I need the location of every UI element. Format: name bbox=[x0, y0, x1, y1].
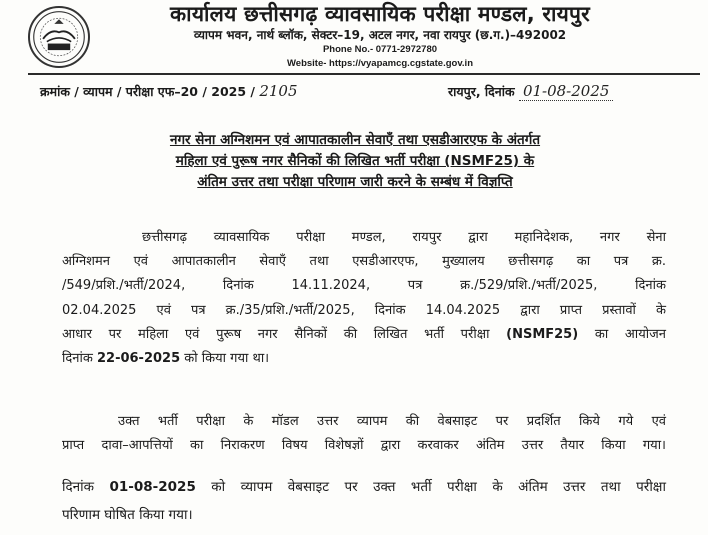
p1-line-3: /549/प्रशि./भर्ती/2024, दिनांक 14.11.2024, पत्र क्र./529/प्रशि./भर्ती/2025, दिनांक bbox=[62, 278, 666, 294]
reference-date bbox=[448, 82, 613, 100]
p3-line-2: परिणाम घोषित किया गया। bbox=[62, 507, 193, 523]
office-title: कार्यालय छत्तीसगढ़ व्यावसायिक परीक्षा मण्डल, रायपुर bbox=[170, 2, 590, 26]
p1-line-1: छत्तीसगढ़ व्यावसायिक परीक्षा मण्डल, रायपुर द्वारा महानिदेशक, नगर सेना bbox=[142, 230, 666, 245]
p1-line-6: दिनांक 22-06-2025 को किया गया था। bbox=[62, 351, 270, 367]
subject-line-1: नगर सेना अग्निशमन एवं आपातकालीन सेवाएँ तथा एसडीआरएफ के अंतर्गत bbox=[169, 132, 541, 148]
reference-line bbox=[40, 82, 678, 104]
office-phone: Phone No.- 0771-2972780 bbox=[322, 44, 438, 55]
p1-line-4: 02.04.2025 एवं पत्र क्र./35/प्रशि./भर्ती/2025, दिनांक 14.04.2025 द्वारा प्राप्त प्रस्तावों के bbox=[62, 302, 666, 318]
paragraph-1 bbox=[62, 226, 666, 371]
subject-line-2: महिला एवं पुरूष नगर सैनिकों की लिखित भर्ती परीक्षा (NSMF25) के bbox=[175, 153, 535, 169]
notice-subject bbox=[70, 130, 640, 193]
p3-line-1: दिनांक 01-08-2025 को व्यापम वेबसाइट पर उक्त भर्ती परीक्षा के अंतिम उत्तर तथा परीक्षा bbox=[62, 479, 666, 495]
paragraph-2 bbox=[62, 410, 666, 458]
p2-line-1: उक्त भर्ती परीक्षा के मॉडल उत्तर व्यापम की वेबसाइट पर प्रदर्शित किये गये एवं bbox=[118, 414, 666, 429]
reference-number-handwritten: 2105 bbox=[259, 82, 298, 100]
office-address: व्यापम भवन, नार्थ ब्लॉक, सेक्टर–19, अटल नगर, नवा रायपुर (छ.ग.)–492002 bbox=[193, 28, 567, 42]
paragraph-3 bbox=[62, 473, 666, 529]
exam-date: 22-06-2025 bbox=[96, 351, 181, 367]
p1-line-2: अग्निशमन एवं आपातकालीन सेवाएँ तथा एसडीआरएफ, मुख्यालय छत्तीसगढ़ का पत्र क्र. bbox=[62, 254, 666, 270]
reference-date-prefix: रायपुर, दिनांक bbox=[448, 84, 515, 99]
p1-line-5: आधार पर महिला एवं पुरूष नगर सैनिकों की लिखित भर्ती परीक्षा (NSMF25) का आयोजन bbox=[62, 326, 666, 342]
office-website[interactable]: Website- https://vyapamcg.cgstate.gov.in bbox=[287, 58, 473, 69]
result-date: 01-08-2025 bbox=[109, 479, 196, 495]
p2-line-2: प्राप्त दावा–आपत्तियों का निराकरण विषय विशेषज्ञों द्वारा करवाकर अंतिम उत्तर तैयार किया गया। bbox=[62, 438, 666, 454]
reference-date-handwritten: 01-08-2025 bbox=[519, 82, 613, 101]
reference-number-prefix: क्रमांक / व्यापम / परीक्षा एफ–20 / 2025 / bbox=[40, 84, 255, 99]
vyapam-emblem-icon bbox=[28, 6, 90, 68]
header-divider bbox=[28, 73, 700, 75]
exam-code: (NSMF25) bbox=[506, 326, 579, 342]
subject-line-3: अंतिम उत्तर तथा परीक्षा परिणाम जारी करने के सम्बंध में विज्ञप्ति bbox=[197, 174, 513, 190]
reference-number bbox=[40, 82, 298, 100]
